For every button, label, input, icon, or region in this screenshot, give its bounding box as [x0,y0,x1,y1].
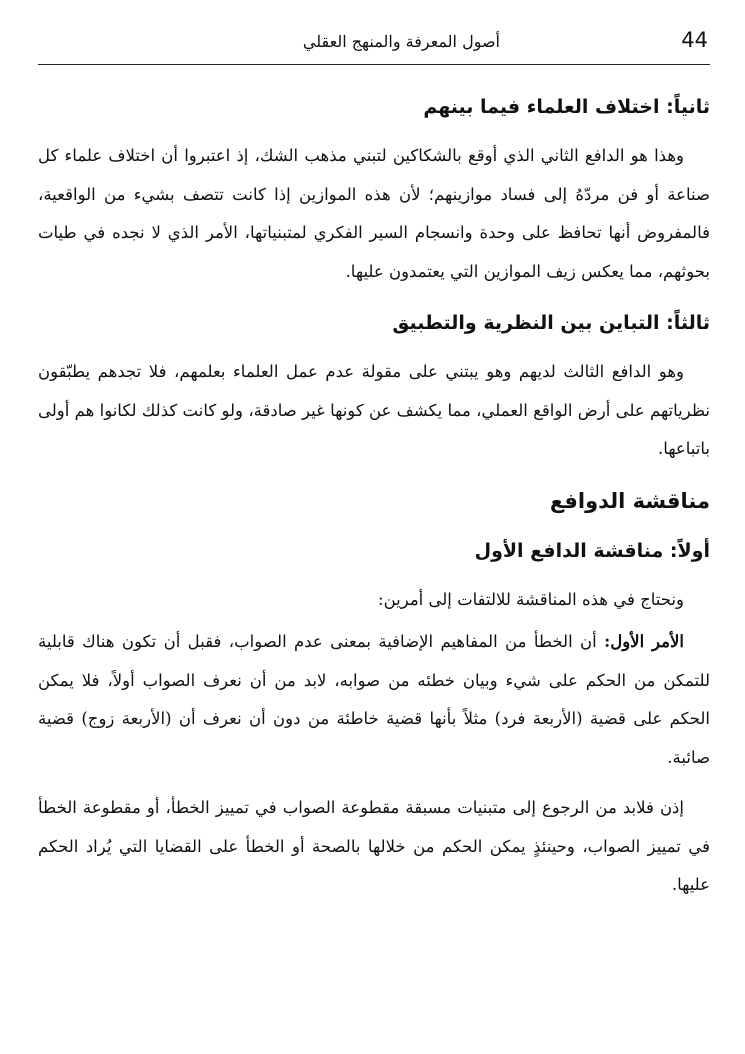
page-content [38,87,710,905]
book-page [38,28,710,917]
subheading-first-motive: أولاً: مناقشة الدافع الأول [474,539,710,562]
section-heading-second: ثانياً: اختلاف العلماء فيما بينهم [423,96,710,118]
paragraph-intro: ونحتاج في هذه المناقشة للالتفات إلى أمرين: [378,589,684,609]
paragraph-third: وهو الدافع الثالث لديهم وهو يبتني على مقولة عدم عمل العلماء بعلمهم، فلا تجدهم يطبّقون نظرياتهم على أرض الواقع العملي، مما يكشف عن كونها غير صادقة، ولو كانت كذلك لكانوا هم أولى باتباعها. [38,362,710,458]
running-header [38,28,710,65]
paragraph-first-matter [38,623,710,777]
paragraph-conclusion: إذن فلابد من الرجوع إلى متبنيات مسبقة مقطوعة الصواب في تمييز الخطأ، أو مقطوعة الخطأ في تمييز الصواب، وحينئذٍ يمكن الحكم من خلالها بالصحة أو الخطأ على القضايا التي يُراد الحكم عليها. [38,798,710,894]
book-title: أصول المعرفة والمنهج العقلي [302,32,500,51]
section-heading-discussion: مناقشة الدوافع [549,488,710,513]
section-heading-third: ثالثاً: التباين بين النظرية والتطبيق [392,312,710,334]
first-matter-label: الأمر الأول: [604,632,684,651]
paragraph-second: وهذا هو الدافع الثاني الذي أوقع بالشكاكين لتبني مذهب الشك، إذ اعتبروا أن اختلاف علماء كل صناعة أو فن مردّهُ إلى فساد موازينهم؛ لأن هذه الموازين إذا كانت تتصف بشيء من الواقعية، فالمفروض أنها تحافظ على وحدة وانسجام السير الفكري لمتبنياتها، الأمر الذي لا نجده في طيات بحوثهم، مما يعكس زيف الموازين التي يعتمدون عليها. [38,146,710,281]
first-matter-text: أن الخطأ من المفاهيم الإضافية بمعنى عدم الصواب، فقبل أن تكون هناك قابلية للتمكن من الحكم على شيء وبيان خطئه من صوابه، لابد من أن نعرف الصواب أولاً، فلا يمكن الحكم على قضية (الأربعة فرد) مثلاً بأنها قضية خاطئة من دون أن نعرف أن (الأربعة زوج) قضية صائبة. [38,632,710,767]
page-number: 44 [681,28,708,52]
